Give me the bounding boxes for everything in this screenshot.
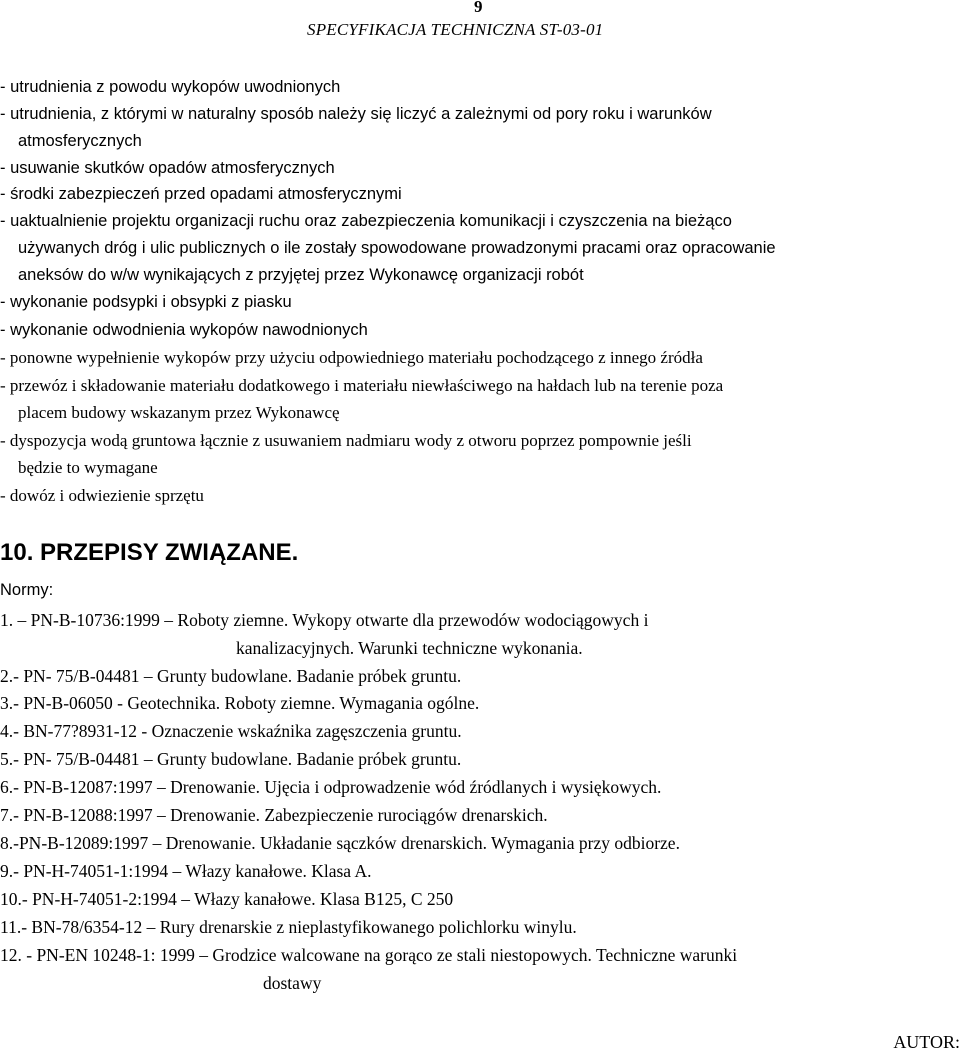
reference-item: 12. - PN-EN 10248-1: 1999 – Grodzice walcowane na gorąco ze stali niestopowych. Techniczne warunki <box>0 945 738 965</box>
reference-item: 5.- PN- 75/B-04481 – Grunty budowlane. Badanie próbek gruntu. <box>0 749 462 769</box>
list-item: - wykonanie podsypki i obsypki z piasku <box>0 293 292 311</box>
reference-item: 6.- PN-B-12087:1997 – Drenowanie. Ujęcia i odprowadzenie wód źródlanych i wysiękowych. <box>0 777 662 797</box>
list-item: - dowóz i odwiezienie sprzętu <box>0 486 204 505</box>
list-item: - usuwanie skutków opadów atmosferycznych <box>0 159 335 177</box>
list-item: - dyspozycja wodą gruntowa łącznie z usuwaniem nadmiaru wody z otworu poprzez pompownie jeśli <box>0 431 692 450</box>
running-header: SPECYFIKACJA TECHNICZNA ST-03-01 <box>307 20 604 39</box>
list-item: - środki zabezpieczeń przed opadami atmosferycznymi <box>0 185 402 203</box>
author-label: AUTOR: <box>893 1032 960 1052</box>
reference-item: 9.- PN-H-74051-1:1994 – Włazy kanałowe. Klasa A. <box>0 861 372 881</box>
page-number: 9 <box>474 0 483 16</box>
reference-item: 1. – PN-B-10736:1999 – Roboty ziemne. Wykopy otwarte dla przewodów wodociągowych i <box>0 610 649 630</box>
reference-item: dostawy <box>263 973 322 993</box>
reference-item: 3.- PN-B-06050 - Geotechnika. Roboty ziemne. Wymagania ogólne. <box>0 693 480 713</box>
list-item: aneksów do w/w wynikających z przyjętej przez Wykonawcę organizacji robót <box>18 266 584 284</box>
reference-item: 11.- BN-78/6354-12 – Rury drenarskie z nieplastyfikowanego polichlorku winylu. <box>0 917 577 937</box>
reference-item: 2.- PN- 75/B-04481 – Grunty budowlane. Badanie próbek gruntu. <box>0 666 462 686</box>
list-item: - uaktualnienie projektu organizacji ruchu oraz zabezpieczenia komunikacji i czyszczenia na bieżąco <box>0 212 732 230</box>
list-item: placem budowy wskazanym przez Wykonawcę <box>18 403 340 422</box>
reference-item: kanalizacyjnych. Warunki techniczne wykonania. <box>236 638 583 658</box>
reference-item: 8.-PN-B-12089:1997 – Drenowanie. Układanie sączków drenarskich. Wymagania przy odbiorze. <box>0 833 680 853</box>
section-heading: 10. PRZEPISY ZWIĄZANE. <box>0 539 299 566</box>
list-item: - wykonanie odwodnienia wykopów nawodnionych <box>0 321 368 339</box>
list-item: - ponowne wypełnienie wykopów przy użyciu odpowiedniego materiału pochodzącego z innego źródła <box>0 348 703 367</box>
list-item: będzie to wymagane <box>18 458 158 477</box>
list-item: atmosferycznych <box>18 132 142 150</box>
list-item: - utrudnienia, z którymi w naturalny sposób należy się liczyć a zależnymi od pory roku i warunków <box>0 105 712 123</box>
list-item: używanych dróg i ulic publicznych o ile zostały spowodowane prowadzonymi pracami oraz opracowanie <box>18 239 776 257</box>
list-item: - utrudnienia z powodu wykopów uwodnionych <box>0 78 341 96</box>
reference-item: 4.- BN-77?8931-12 - Oznaczenie wskaźnika zagęszczenia gruntu. <box>0 721 462 741</box>
list-item: - przewóz i składowanie materiału dodatkowego i materiału niewłaściwego na hałdach lub na terenie poza <box>0 376 724 395</box>
reference-item: 10.- PN-H-74051-2:1994 – Włazy kanałowe. Klasa B125, C 250 <box>0 889 454 909</box>
reference-item: 7.- PN-B-12088:1997 – Drenowanie. Zabezpieczenie rurociągów drenarskich. <box>0 805 548 825</box>
norms-label: Normy: <box>0 581 54 599</box>
